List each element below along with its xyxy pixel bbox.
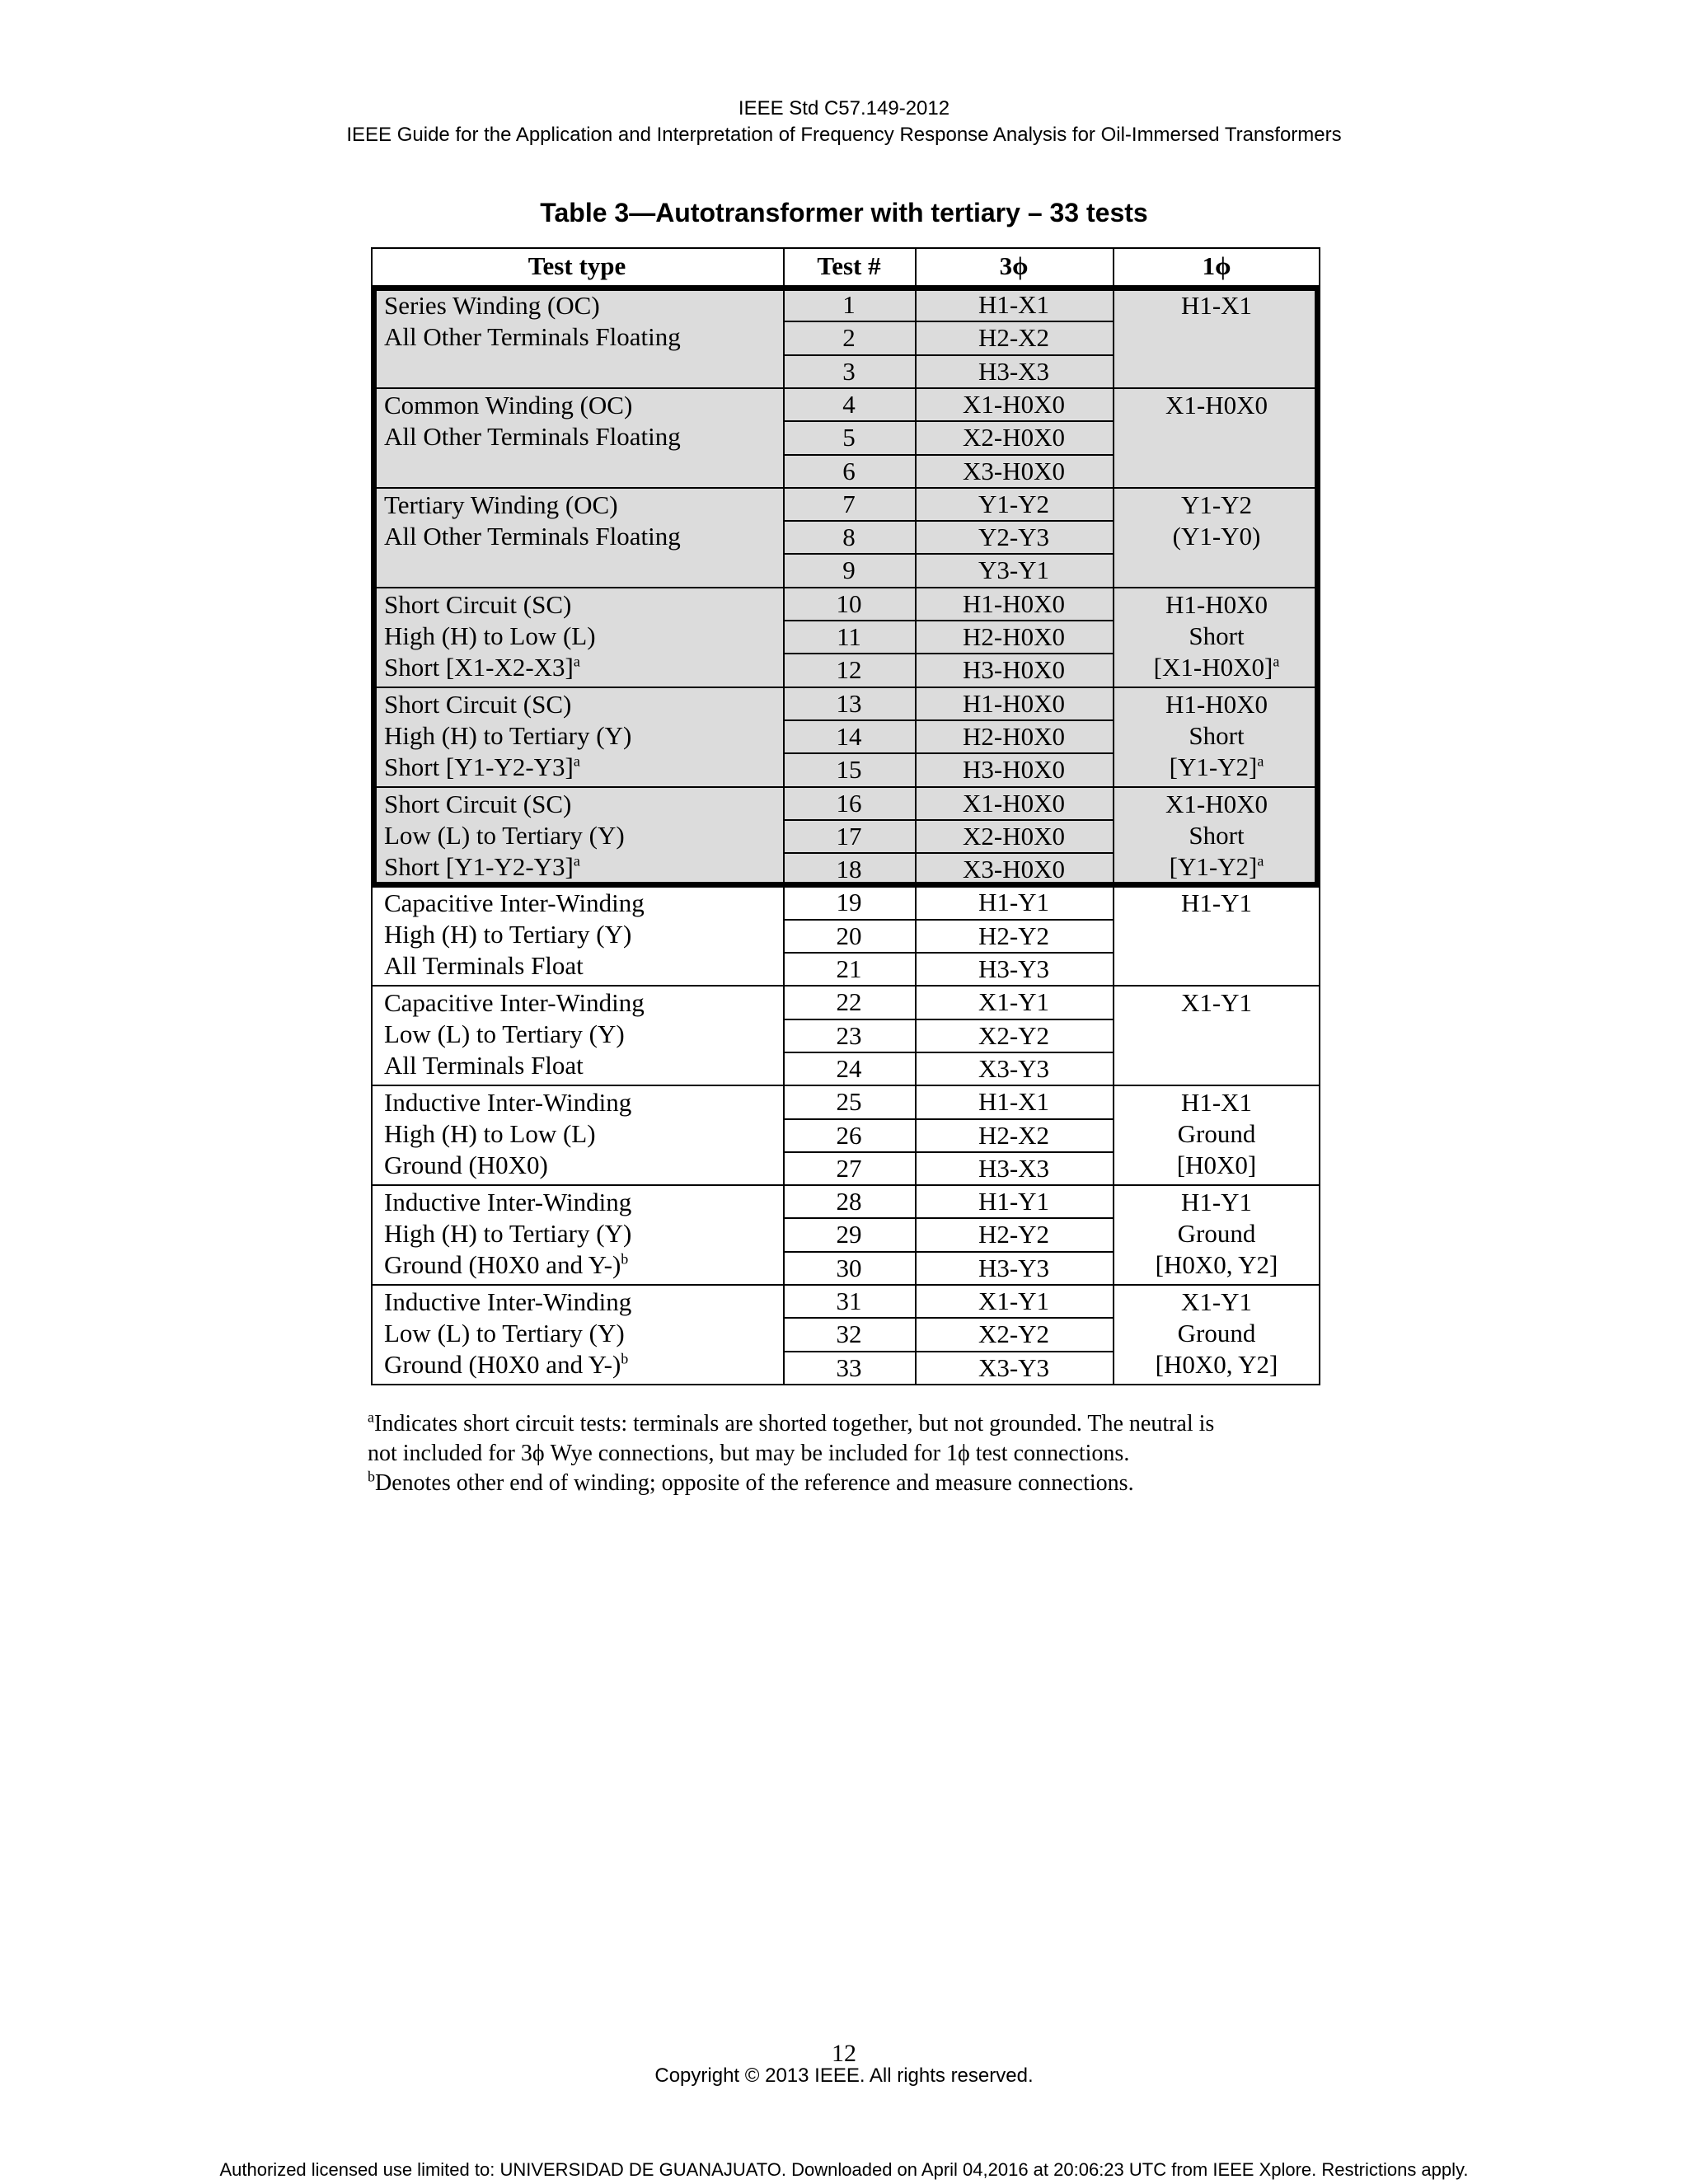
three-phase-connection: H1-Y1: [978, 1187, 1050, 1216]
test-type-line: Ground (H0X0 and Y-)$^b$: [384, 1350, 629, 1379]
test-type-cell: [384, 1286, 780, 1380]
copyright-notice: Copyright © 2013 IEEE. All rights reserved.: [654, 2064, 1034, 2087]
test-number: 13: [836, 688, 862, 718]
column-header: Test type: [528, 251, 626, 280]
single-phase-cell: [1113, 887, 1320, 918]
three-phase-connection: X3-H0X0: [963, 456, 1065, 485]
test-type-line: Inductive Inter-Winding: [384, 1188, 632, 1217]
running-header-standard: IEEE Std C57.149-2012: [738, 97, 950, 120]
test-type-line: Tertiary Winding (OC): [384, 490, 618, 519]
test-number: 28: [836, 1187, 862, 1216]
test-type-line: Short $[Y1-Y2-Y3]^a$: [384, 851, 580, 881]
test-number: 9: [842, 555, 856, 585]
single-phase-line: $[Y1-Y2]^a$: [1169, 851, 1264, 881]
running-header-title: IEEE Guide for the Application and Interpretation of Frequency Response Analysis for Oil-Immersed Transformers: [346, 124, 1342, 146]
group-rule: [371, 1384, 1320, 1385]
single-phase-line: X1-H0X0: [1165, 789, 1268, 818]
test-type-line: Inductive Inter-Winding: [384, 1088, 632, 1118]
test-number: 26: [836, 1120, 862, 1150]
three-phase-connection: H3-Y3: [978, 954, 1050, 983]
column-header: 3ϕ: [999, 251, 1029, 280]
single-phase-cell: [1113, 987, 1320, 1018]
test-number: 31: [836, 1286, 862, 1315]
three-phase-connection: H3-H0X0: [963, 755, 1065, 785]
test-number: 21: [836, 954, 862, 983]
test-type-line: Low (L) to Tertiary (Y): [384, 820, 625, 850]
test-number: 29: [836, 1220, 862, 1249]
test-type-line: Capacitive Inter-Winding: [384, 988, 645, 1018]
single-phase-line: H1-Y1: [1180, 1188, 1253, 1217]
test-type-cell: [384, 887, 780, 981]
test-number: 2: [842, 323, 856, 353]
single-phase-cell: [1113, 1186, 1320, 1280]
single-phase-line: [H0X0, Y2]: [1155, 1350, 1278, 1379]
three-phase-connection: H3-X3: [978, 1153, 1050, 1183]
single-phase-line: Ground: [1177, 1319, 1256, 1347]
test-type-line: Short $[X1-X2-X3]^a$: [384, 652, 580, 682]
test-type-line: All Other Terminals Floating: [384, 521, 681, 551]
test-type-line: All Terminals Float: [384, 1051, 584, 1080]
test-number: 7: [842, 489, 856, 518]
three-phase-connection: H1-H0X0: [963, 588, 1065, 618]
test-type-line: Low (L) to Tertiary (Y): [384, 1019, 625, 1049]
single-phase-line: [H0X0, Y2]: [1155, 1250, 1278, 1280]
test-number: 20: [836, 921, 862, 950]
column-header: 1ϕ: [1202, 251, 1231, 280]
single-phase-line: Short: [1189, 621, 1245, 650]
test-table: [371, 247, 1320, 1401]
test-type-line: Short Circuit (SC): [384, 689, 572, 719]
test-number: 5: [842, 423, 856, 452]
test-number: 15: [836, 755, 862, 785]
test-number: 33: [836, 1352, 862, 1382]
test-number: 27: [836, 1153, 862, 1183]
test-type-line: Short $[Y1-Y2-Y3]^a$: [384, 752, 580, 781]
footnote-b: $^b$Denotes other end of winding; opposite of the reference and measure connections.: [368, 1468, 1134, 1496]
single-phase-line: X1-Y1: [1180, 1287, 1253, 1316]
three-phase-connection: Y3-Y1: [978, 555, 1050, 585]
license-notice: Authorized licensed use limited to: UNIVERSIDAD DE GUANAJUATO. Downloaded on April 04,2016 at 20:06:23 UTC from IEEE Xplore. Restrictions apply.: [219, 2159, 1469, 2180]
three-phase-connection: H1-X1: [978, 1087, 1050, 1117]
single-phase-cell: [1113, 1286, 1320, 1380]
three-phase-connection: H3-H0X0: [963, 655, 1065, 685]
test-number: 10: [836, 588, 862, 618]
test-type-line: High (H) to Tertiary (Y): [384, 1219, 632, 1249]
single-phase-line: X1-Y1: [1180, 988, 1253, 1018]
three-phase-connection: H2-X2: [978, 1120, 1050, 1150]
three-phase-connection: X1-H0X0: [963, 389, 1065, 419]
test-number: 17: [836, 821, 862, 851]
three-phase-connection: X1-Y1: [978, 987, 1050, 1017]
test-type-line: High (H) to Low (L): [384, 621, 596, 650]
single-phase-line: H1-X1: [1180, 291, 1253, 320]
three-phase-connection: H2-Y2: [978, 921, 1050, 950]
test-type-line: Inductive Inter-Winding: [384, 1287, 632, 1316]
test-type-line: High (H) to Tertiary (Y): [384, 720, 632, 750]
test-type-line: Short Circuit (SC): [384, 789, 572, 818]
test-number: 18: [836, 855, 862, 884]
single-phase-line: H1-H0X0: [1165, 589, 1268, 619]
footnote-marker: b: [621, 1250, 629, 1268]
three-phase-connection: X2-Y2: [978, 1020, 1050, 1050]
test-number: 6: [842, 456, 856, 485]
test-number: 11: [837, 622, 861, 651]
test-number: 32: [836, 1319, 862, 1349]
single-phase-line: X1-H0X0: [1165, 390, 1268, 419]
single-phase-line: Short: [1189, 820, 1245, 850]
test-type-line: Common Winding (OC): [384, 390, 633, 419]
table-footnotes: [368, 1409, 1315, 1498]
footnote-marker: a: [573, 852, 580, 869]
three-phase-connection: X3-H0X0: [963, 855, 1065, 884]
test-type-line: All Terminals Float: [384, 951, 584, 981]
three-phase-connection: X2-Y2: [978, 1319, 1050, 1349]
test-number: 22: [836, 987, 862, 1017]
single-phase-line: Short: [1189, 720, 1245, 750]
footnote-marker: a: [1273, 653, 1280, 670]
footnote-a: $^a$Indicates short circuit tests: terminals are shorted together, but not grounded. The neutral is: [368, 1408, 1215, 1436]
single-phase-line: Y1-Y2: [1180, 490, 1253, 519]
footnote-a-continued: not included for 3ϕ Wye connections, but may be included for 1ϕ test connections.: [368, 1441, 1130, 1466]
footnote-marker: a: [573, 752, 580, 770]
test-number: 4: [842, 389, 856, 419]
test-type-line: Ground (H0X0 and Y-)$^b$: [384, 1250, 629, 1280]
footnote-marker: a: [573, 653, 580, 670]
single-phase-line: Ground: [1177, 1119, 1256, 1149]
three-phase-connection: H2-Y2: [978, 1220, 1050, 1249]
three-phase-connection: H3-Y3: [978, 1253, 1050, 1282]
three-phase-connection: X3-Y3: [978, 1053, 1050, 1083]
test-type-line: Ground (H0X0): [384, 1151, 548, 1180]
test-number: 23: [836, 1020, 862, 1050]
three-phase-connection: X1-Y1: [978, 1286, 1050, 1315]
test-type-line: High (H) to Tertiary (Y): [384, 920, 632, 949]
three-phase-connection: Y1-Y2: [978, 489, 1050, 518]
test-type-line: All Other Terminals Floating: [384, 421, 681, 451]
single-phase-line: H1-Y1: [1180, 888, 1253, 918]
test-number: 12: [836, 655, 862, 685]
single-phase-line: (Y1-Y0): [1172, 521, 1261, 551]
table-caption: Table 3—Autotransformer with tertiary – 33 tests: [540, 198, 1148, 227]
three-phase-connection: H1-Y1: [978, 888, 1050, 917]
test-number: 25: [836, 1087, 862, 1117]
test-number: 30: [836, 1253, 862, 1282]
three-phase-connection: H1-H0X0: [963, 688, 1065, 718]
three-phase-connection: X1-H0X0: [963, 788, 1065, 818]
single-phase-line: $[Y1-Y2]^a$: [1169, 752, 1264, 781]
test-type-line: Capacitive Inter-Winding: [384, 888, 645, 918]
test-type-line: High (H) to Low (L): [384, 1119, 596, 1149]
test-number: 16: [836, 788, 862, 818]
column-header: Test #: [817, 251, 881, 280]
test-type-cell: [384, 1086, 780, 1180]
single-phase-line: H1-X1: [1180, 1088, 1253, 1118]
three-phase-connection: X2-H0X0: [963, 423, 1065, 452]
single-phase-line: $[X1-H0X0]^a$: [1153, 652, 1280, 682]
test-type-line: Low (L) to Tertiary (Y): [384, 1319, 625, 1347]
footnote-marker: a: [1257, 752, 1264, 770]
three-phase-connection: X2-H0X0: [963, 821, 1065, 851]
test-type-cell: [384, 1186, 780, 1280]
three-phase-connection: H1-X1: [978, 290, 1050, 319]
single-phase-line: [H0X0]: [1176, 1151, 1257, 1180]
three-phase-connection: H2-X2: [978, 323, 1050, 353]
test-type-line: Short Circuit (SC): [384, 589, 572, 619]
single-phase-line: H1-H0X0: [1165, 689, 1268, 719]
footnote-marker: b: [621, 1350, 629, 1367]
three-phase-connection: X3-Y3: [978, 1352, 1050, 1382]
single-phase-cell: [1113, 1086, 1320, 1180]
page-number: 12: [832, 2040, 856, 2067]
test-number: 14: [836, 721, 862, 751]
test-type-line: All Other Terminals Floating: [384, 322, 681, 351]
three-phase-connection: H3-X3: [978, 356, 1050, 386]
single-phase-line: Ground: [1177, 1219, 1256, 1249]
table-border-top: [371, 247, 1320, 249]
footnote-marker: a: [1257, 852, 1264, 869]
shaded-region-border: [371, 285, 1320, 888]
test-number: 8: [842, 523, 856, 552]
test-number: 3: [842, 356, 856, 386]
three-phase-connection: H2-H0X0: [963, 622, 1065, 651]
three-phase-connection: H2-H0X0: [963, 721, 1065, 751]
test-number: 1: [842, 290, 856, 319]
three-phase-connection: Y2-Y3: [978, 523, 1050, 552]
test-type-line: Series Winding (OC): [384, 291, 600, 320]
test-number: 19: [836, 888, 862, 917]
test-type-cell: [384, 987, 780, 1080]
test-number: 24: [836, 1053, 862, 1083]
